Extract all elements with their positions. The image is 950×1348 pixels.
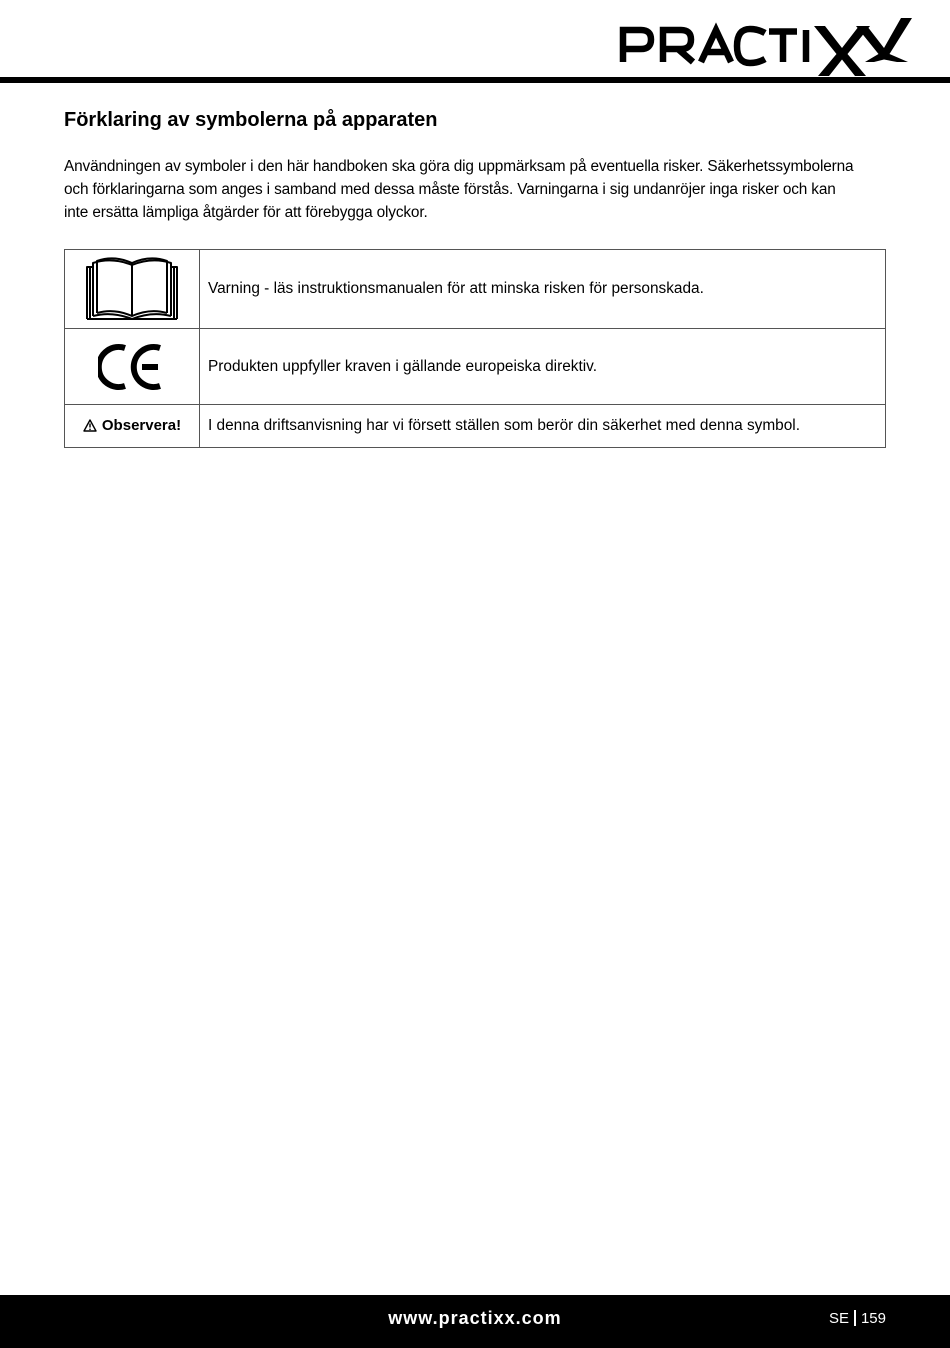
page-footer [0,1295,950,1348]
warning-triangle-icon [83,419,97,432]
symbol-description: I denna driftsanvisning har vi försett ställen som berör din säkerhet med denna symbol. [200,405,886,448]
intro-line: Användningen av symboler i den här handboken ska göra dig uppmärksam på eventuella risker. Säkerhetssymbolerna [64,158,854,175]
symbol-cell [65,329,200,405]
page-header [0,0,950,84]
symbol-description: Produkten uppfyller kraven i gällande europeiska direktiv. [200,329,886,405]
page-number: 159 [860,1310,886,1327]
intro-line: och förklaringarna som anges i samband med dessa måste förstås. Varningarna i sig undanröjer inga risker och kan [64,181,836,198]
symbol-row [65,405,886,448]
language-code: SE [828,1310,849,1327]
intro-paragraph [64,155,894,224]
symbol-cell [65,250,200,329]
symbol-row [65,329,886,405]
practixx-logo [618,14,916,76]
observe-label [83,417,181,434]
symbols-table [64,249,886,448]
symbol-row [65,250,886,329]
intro-line: inte ersätta lämpliga åtgärder för att förebygga olyckor. [64,204,428,221]
observe-text: Observera! [101,417,182,434]
page-indicator [829,1310,886,1327]
page-separator [854,1310,856,1326]
symbol-cell [65,405,200,448]
header-rule [0,77,950,83]
symbol-description: Varning - läs instruktionsmanualen för att minska risken för personskada. [200,250,886,329]
book-manual-icon [84,255,180,323]
footer-url[interactable]: www.practixx.com [388,1308,562,1328]
ce-mark-icon [98,343,166,391]
section-title: Förklaring av symbolerna på apparaten [64,109,438,131]
